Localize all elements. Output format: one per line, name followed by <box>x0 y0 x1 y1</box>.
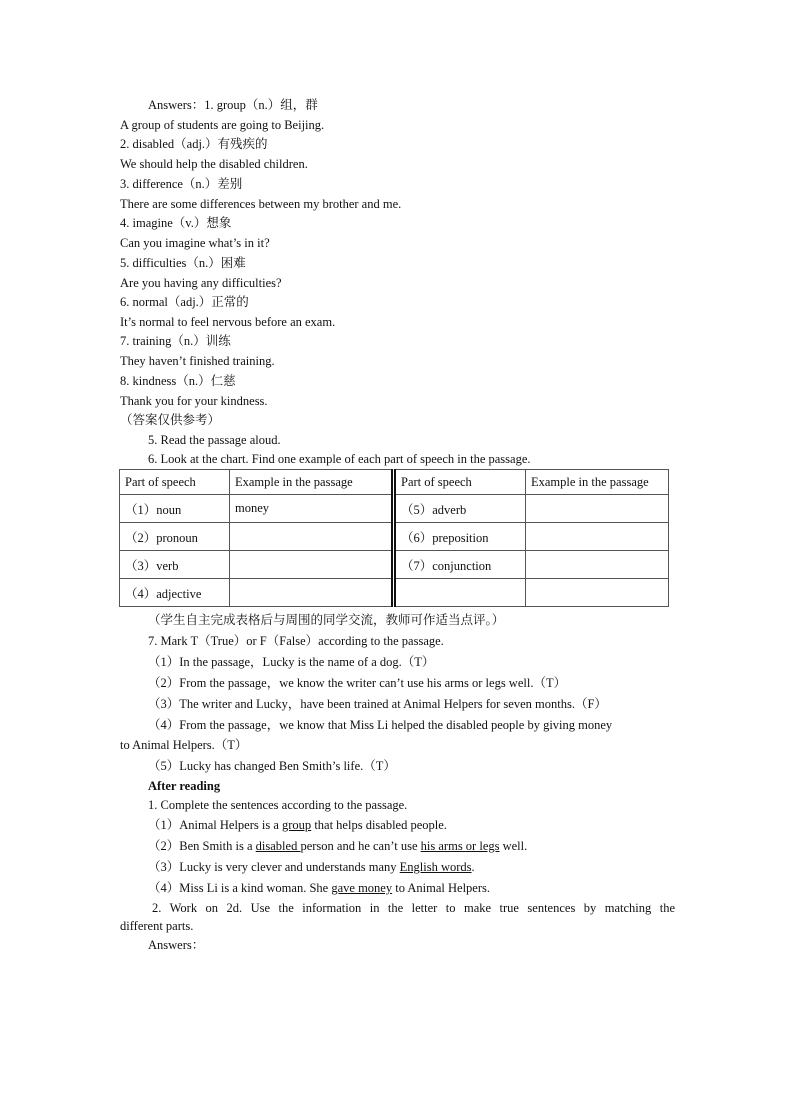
tf-item: （4）From the passage，we know that Miss Li helped the disabled people by giving money <box>148 718 613 732</box>
table-row <box>120 579 669 607</box>
answer-line: 7. training（n.）训练 <box>120 334 231 348</box>
task-1: 1. Complete the sentences according to the passage. <box>148 798 408 812</box>
reference-note: （答案仅供参考） <box>120 413 221 427</box>
table-cell: （1）noun <box>120 495 230 523</box>
tf-item: （5）Lucky has changed Ben Smith’s life.（T） <box>148 759 396 773</box>
task-2-line-2: different parts. <box>120 919 194 933</box>
table-header-cell: Example in the passage <box>526 470 669 495</box>
answer-blank: disabled <box>255 839 301 853</box>
answer-blank: gave money <box>331 881 393 895</box>
sentence-text: to Animal Helpers. <box>392 881 490 895</box>
table-cell <box>394 579 526 607</box>
tf-item: （1）In the passage，Lucky is the name of a dog.（T） <box>148 655 435 669</box>
sentence-text: well. <box>499 839 528 853</box>
table-cell: money <box>230 495 394 523</box>
table-cell: （6）preposition <box>394 523 526 551</box>
table-row <box>120 495 669 523</box>
table-cell <box>230 523 394 551</box>
answer-line: 4. imagine（v.）想象 <box>120 216 232 230</box>
answers-label: Answers： <box>148 938 205 952</box>
answer-line: 3. difference（n.）差别 <box>120 177 243 191</box>
answer-blank: English words <box>399 860 472 874</box>
step-5: 5. Read the passage aloud. <box>148 433 281 447</box>
answer-line: A group of students are going to Beijing. <box>120 118 325 132</box>
step-6: 6. Look at the chart. Find one example of each part of speech in the passage. <box>148 452 531 466</box>
answer-line: 5. difficulties（n.）困难 <box>120 256 246 270</box>
table-row <box>120 551 669 579</box>
sentence-text: （4）Miss Li is a kind woman. She <box>148 881 332 895</box>
table-cell <box>526 579 669 607</box>
answer-line: Are you having any difficulties? <box>120 276 282 290</box>
table-cell <box>526 523 669 551</box>
answer-blank: his arms or legs <box>420 839 500 853</box>
sentence-text: that helps disabled people. <box>311 818 447 832</box>
table-cell <box>526 495 669 523</box>
step-7-title: 7. Mark T（True）or F（False）according to the passage. <box>148 634 444 648</box>
table-header-cell: Part of speech <box>394 470 526 495</box>
sentence-2 <box>148 838 527 854</box>
tf-item: （2）From the passage，we know the writer can’t use his arms or legs well.（T） <box>148 676 567 690</box>
answer-line: Thank you for your kindness. <box>120 394 268 408</box>
table-header-cell: Part of speech <box>120 470 230 495</box>
table-row <box>120 523 669 551</box>
table-cell <box>526 551 669 579</box>
sentence-4 <box>148 880 490 896</box>
answer-line: It’s normal to feel nervous before an exam. <box>120 315 336 329</box>
answer-line: They haven’t finished training. <box>120 354 275 368</box>
sentence-text: （1）Animal Helpers is a <box>148 818 283 832</box>
answer-line: There are some differences between my brother and me. <box>120 197 402 211</box>
chart-note: （学生自主完成表格后与周围的同学交流，教师可作适当点评。） <box>148 613 505 627</box>
sentence-1 <box>148 817 447 833</box>
table-cell: （3）verb <box>120 551 230 579</box>
parts-of-speech-table <box>119 469 669 607</box>
table-cell: （2）pronoun <box>120 523 230 551</box>
table-header-row <box>120 470 669 495</box>
table-cell: （4）adjective <box>120 579 230 607</box>
sentence-text: （3）Lucky is very clever and understands many <box>148 860 400 874</box>
sentence-3 <box>148 859 475 875</box>
answer-line: 6. normal（adj.）正常的 <box>120 295 249 309</box>
tf-item: （3）The writer and Lucky，have been trained at Animal Helpers for seven months.（F） <box>148 697 607 711</box>
table-cell <box>230 551 394 579</box>
tf-item-continued: to Animal Helpers.（T） <box>120 738 248 752</box>
table-cell <box>230 579 394 607</box>
sentence-text: . <box>471 860 475 874</box>
sentence-text: （2）Ben Smith is a <box>148 839 256 853</box>
after-reading-heading: After reading <box>148 779 221 793</box>
sentence-text: person and he can’t use <box>300 839 421 853</box>
task-2-line-1: 2. Work on 2d. Use the information in the letter to make true sentences by matching the <box>152 901 675 915</box>
answers-heading: Answers：1. group（n.）组，群 <box>148 98 318 112</box>
answer-line: Can you imagine what’s in it? <box>120 236 270 250</box>
answer-line: 8. kindness（n.）仁慈 <box>120 374 236 388</box>
table-cell: （7）conjunction <box>394 551 526 579</box>
answer-blank: group <box>282 818 312 832</box>
table-header-cell: Example in the passage <box>230 470 394 495</box>
table-cell: （5）adverb <box>394 495 526 523</box>
answer-line: We should help the disabled children. <box>120 157 308 171</box>
answer-line: 2. disabled（adj.）有残疾的 <box>120 137 268 151</box>
